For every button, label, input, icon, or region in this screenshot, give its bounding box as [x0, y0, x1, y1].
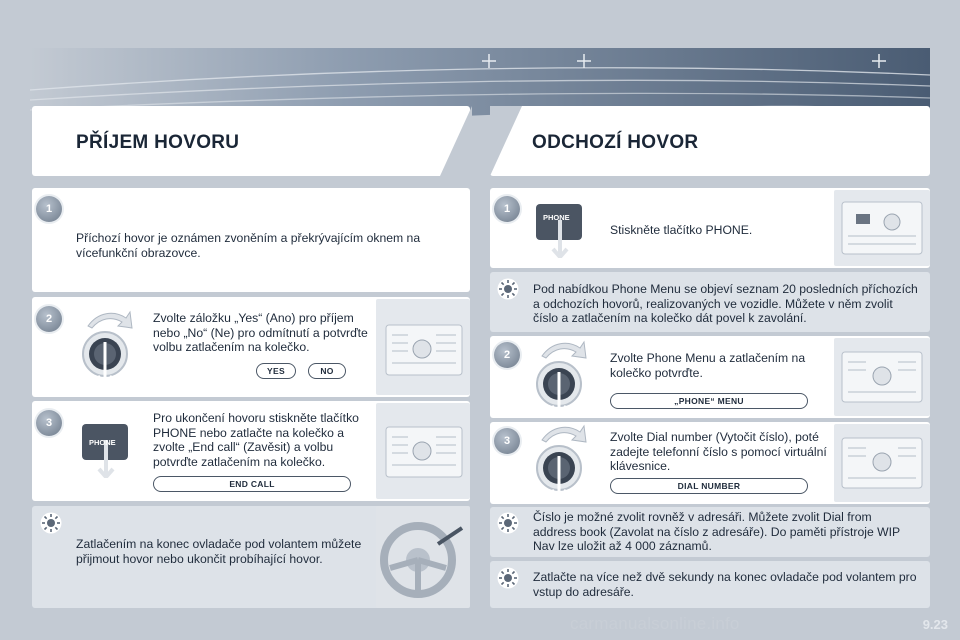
lightbulb-tip-icon	[497, 278, 519, 300]
tip-address-book-text: Číslo je možné zvolit rovněž v adresáři. Můžete zvolit Dial from address book (Zavolat na číslo z adresáře). Do paměti přístroje WIP Nav lze uložit až 4 000 záznamů.	[533, 510, 900, 553]
right-section-title: ODCHOZÍ HOVOR	[532, 132, 699, 153]
press-phone-text: Stiskněte tlačítko PHONE.	[610, 223, 753, 237]
radio-unit-image	[834, 190, 930, 266]
step-badge-3: 3	[494, 428, 520, 454]
title-notch-right	[490, 106, 522, 176]
phone-button-icon	[534, 200, 586, 258]
radio-unit-image	[376, 403, 470, 499]
step-badge-1: 1	[36, 196, 62, 222]
step3-dial-number-text: Zvolte Dial number (Vytočit číslo), poté zadejte telefonní číslo s pomocí virtuální klávesnice.	[610, 430, 827, 473]
lightbulb-tip-icon	[40, 512, 62, 534]
lightbulb-tip-icon	[497, 567, 519, 589]
step-badge-3: 3	[36, 410, 62, 436]
radio-unit-image	[376, 299, 470, 395]
tip-hold-control-text: Zatlačte na více než dvě sekundy na konec ovladače pod volantem pro vstup do adresáře.	[533, 570, 917, 599]
step-badge-1: 1	[494, 196, 520, 222]
step-badge-2: 2	[36, 306, 62, 332]
left-section-title: PŘÍJEM HOVORU	[76, 132, 240, 153]
radio-unit-image	[834, 424, 930, 502]
rotary-knob-icon	[530, 420, 592, 502]
page-number: 9.23	[922, 617, 948, 632]
step3-end-call-text: Pro ukončení hovoru stiskněte tlačítko PHONE nebo zatlačte na kolečko a zvolte „End call“ (Zavěsit) a volbu potvrďte zatlačením na kolečko.	[153, 411, 359, 469]
title-notch-left	[440, 106, 472, 176]
end-call-button[interactable]: END CALL	[153, 476, 351, 492]
step-badge-2: 2	[494, 342, 520, 368]
yes-button[interactable]: YES	[256, 363, 296, 379]
tip-steering-control-text: Zatlačením na konec ovladače pod volantem můžete přijmout hovor nebo ukončit probíhající hovor.	[76, 537, 362, 566]
phone-menu-button[interactable]: „PHONE“ MENU	[610, 393, 808, 409]
lightbulb-tip-icon	[497, 512, 519, 534]
radio-unit-image	[834, 338, 930, 416]
step2-phone-menu-text: Zvolte Phone Menu a zatlačením na kolečko potvrďte.	[610, 351, 806, 380]
steering-wheel-image	[376, 506, 470, 608]
tip-recent-calls-text: Pod nabídkou Phone Menu se objeví seznam 20 posledních příchozích a odchozích hovorů, realizovaných ve vozidle. Můžete v něm zvolit číslo a zatlačením na kolečko dát povel k zavolání.	[533, 282, 918, 325]
step2-answer-text: Zvolte záložku „Yes“ (Ano) pro příjem nebo „No“ (Ne) pro odmítnutí a potvrďte volbu zatlačením na kolečko.	[153, 311, 368, 354]
phone-button-icon	[80, 420, 132, 478]
rotary-knob-icon	[76, 306, 138, 388]
dial-number-button[interactable]: DIAL NUMBER	[610, 478, 808, 494]
incoming-call-intro: Příchozí hovor je oznámen zvoněním a překrývajícím oknem na vícefunkční obrazovce.	[76, 231, 421, 260]
no-button[interactable]: NO	[308, 363, 346, 379]
phone-key-label: PHONE	[89, 438, 116, 447]
phone-key-label: PHONE	[543, 213, 570, 222]
watermark: carmanualsonline.info	[570, 614, 740, 633]
rotary-knob-icon	[530, 336, 592, 418]
